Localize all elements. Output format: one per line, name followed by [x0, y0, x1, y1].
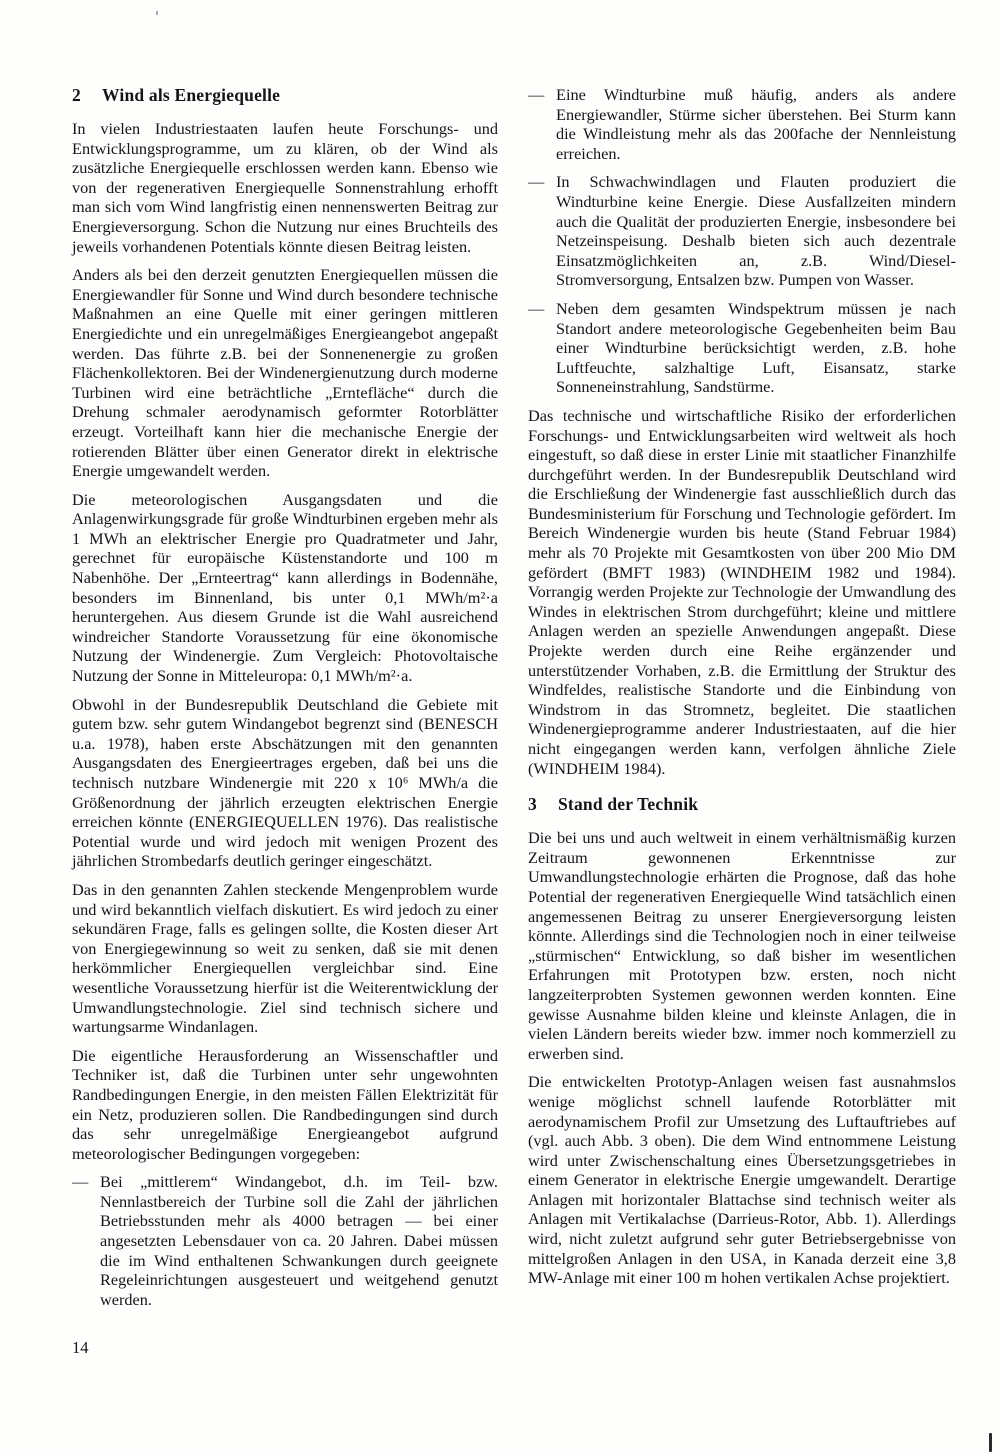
paragraph: Obwohl in der Bundesrepublik Deutschland die Gebiete mit gutem bzw. sehr gutem Windangebot begrenzt sind (BENESCH u.a. 1978), haben erste Abschätzungen mit den genannten Ausgangsdaten des Energieertrages ergeben, daß bei uns die technisch nutzbare Windenergie mit 220 x 10⁶ MWh/a die Größenordnung der jährlich erzeugten elektrischen Energie erreichen könnte (ENERGIEQUELLEN 1976). Das realistische Potential wurde und wird jedoch mit wenigen Prozent des jährlichen Strombedarfs deutlich geringer eingeschätzt. [72, 694, 498, 871]
scan-artifact-speck [156, 11, 158, 15]
dash-marker: — [528, 298, 545, 318]
scan-artifact-mark [989, 1433, 992, 1452]
list-item-text: In Schwachwindlagen und Flauten produziert die Windturbine keine Energie. Diese Ausfallzeiten mindern auch die Qualität der produzierten Energie, insbesondere bei Netzeinspeisung. Deshalb bieten sich auch dezentrale Einsatzmöglichkeiten an, z.B. Wind/Diesel-Stromversorgung, Entsalzen bzw. Pumpen von Wasser. [556, 172, 956, 290]
section-title: Wind als Energiequelle [102, 85, 281, 105]
section-heading-stand-der-technik [528, 794, 956, 815]
dash-marker: — [528, 172, 545, 192]
section-heading-wind-als-energiequelle [72, 85, 498, 106]
paragraph: Anders als bei den derzeit genutzten Energiequellen müssen die Energiewandler für Sonne und Wind durch besondere technische Maßnahmen an eine Quelle mit einer geringen mittleren Energiedichte und ein unregelmäßiges Energieangebot angepaßt werden. Das führte z.B. bei der Sonnenenergie zu großen Flächenkollektoren. Bei der Windenergienutzung durch moderne Turbinen wird eine beträchtliche „Erntefläche“ durch die Drehung schmaler aerodynamisch geformter Rotorblätter erzeugt. Vorteilhaft kann hier die mechanische Energie der rotierenden Blätter über einen Generator direkt in elektrische Energie umgewandelt werden. [72, 265, 498, 481]
right-column [528, 85, 956, 1297]
list-item [528, 299, 956, 397]
dash-marker: — [528, 85, 545, 104]
list-item-text: Eine Windturbine muß häufig, anders als andere Energiewandler, Stürme sicher überstehen. Bei Sturm kann die Windleistung mehr als das 200fache der Nennleistung erreichen. [556, 85, 956, 163]
paragraph: Die bei uns und auch weltweit in einem verhältnismäßig kurzen Zeitraum gewonnenen Erkenntnisse zur Umwandlungstechnologie erhärten die Prognose, daß das hohe Potential der regenerativen Energiequelle Wind tatsächlich einen angemessenen Beitrag zu unserer Energieversorgung leisten könnte. Allerdings sind die Technologien noch in einer teilweise „stürmischen“ Entwicklung, so daß bisher im wesentlichen Erfahrungen mit Prototypen bzw. ersten, noch nicht langzeiterprobten Systemen gewonnen werden konnten. Eine gewisse Ausnahme bilden kleine und kleinste Anlagen, die in vielen Ländern bereits wieder bzw. immer noch kommerziell zu erwerben sind. [528, 828, 956, 1063]
left-column [72, 85, 498, 1318]
paragraph: Das in den genannten Zahlen steckende Mengenproblem wurde und wird bekanntlich vielfach diskutiert. Es wird jedoch zu einer sekundären Frage, falls es gelingen sollte, die Kosten dieser Art von Energiegewinnung so weit zu senken, daß sie mit denen herkömmlicher Energiequellen vergleichbar sind. Eine wesentliche Voraussetzung hierfür ist die Weiterentwicklung der Umwandlungstechnologie. Ziel sind technisch sichere und wartungsarme Windanlagen. [72, 879, 498, 1037]
paragraph: In vielen Industriestaaten laufen heute Forschungs- und Entwicklungsprogramme, um zu klären, ob der Wind als zusätzliche Energiequelle erschlossen werden kann. Ebenso wie von der regenerativen Energiequelle Sonnenstrahlung erhofft man sich vom Wind langfristig einen nennenswerten Beitrag zur Energieversorgung. Schon die Nutzung nur eines Bruchteils des jeweils vorhandenen Potentials könnte diesen Beitrag leisten. [72, 119, 498, 256]
paragraph: Die eigentliche Herausforderung an Wissenschaftler und Techniker ist, daß die Turbinen unter sehr ungewohnten Randbedingungen Energie, in den meisten Fällen Elektrizität für ein Netz, produzieren sollen. Die Randbedingungen sind durch das sehr unregelmäßige Energieangebot aufgrund meteorologischer Bedingungen vorgegeben: [72, 1045, 498, 1163]
section-title: Stand der Technik [558, 794, 699, 815]
list-item [528, 85, 956, 163]
page-number: 14 [72, 1338, 89, 1357]
dash-marker: — [72, 1172, 89, 1192]
list-item [72, 1172, 498, 1309]
paragraph: Das technische und wirtschaftliche Risiko der erforderlichen Forschungs- und Entwicklungsarbeiten wird weltweit als hoch eingestuft, so daß diese in erster Linie mit staatlicher Finanzhilfe durchgeführt werden. In der Bundesrepublik Deutschland wird die Erschließung der Windenergie fast ausschließlich durch das Bundesministerium für Forschung und Technologie gefördert. Im Bereich Windenergie wurden bis heute (Stand Februar 1984) mehr als 70 Projekte mit Gesamtkosten von über 200 Mio DM gefördert (BMFT 1983) (WINDHEIM 1982 und 1984). Vorrangig werden Projekte zur Technologie der Umwandlung des Windes in elektrischen Strom durchgeführt; kleine und mittlere Anlagen werden an spezielle Anwendungen angepaßt. Diese Projekte werden durch eine Reihe ergänzender und unterstützender Vorhaben, z.B. die Ermittlung der Struktur des Windfeldes, realistische Standorte und die Einbindung von Windstrom in das Stromnetz, begleitet. Die staatlichen Windenergieprogramme anderer Industriestaaten, auf die hier nicht eingegangen werden kann, verfolgen ähnliche Ziele (WINDHEIM 1984). [528, 405, 956, 778]
section-number: 3 [528, 794, 537, 815]
list-item [528, 172, 956, 290]
paragraph: Die meteorologischen Ausgangsdaten und die Anlagenwirkungsgrade für große Windturbinen ergeben mehr als 1 MWh an elektrischer Energie pro Quadratmeter und Jahr, gerechnet für europäische Küstenstandorte und 100 m Nabenhöhe. Der „Ernteertrag“ kann allerdings in Bodennähe, besonders im Binnenland, bis unter 0,1 MWh/m²·a heruntergehen. Aus diesem Grunde ist die Wahl ausreichend windreicher Standorte Voraussetzung für eine ökonomische Nutzung der Windenergie. Zum Vergleich: Photovoltaische Nutzung der Sonne in Mitteleuropa: 0,1 MWh/m²·a. [72, 489, 498, 686]
list-item-text: Bei „mittlerem“ Windangebot, d.h. im Teil- bzw. Nennlastbereich der Turbine soll die Zahl der jährlichen Betriebsstunden mehr als 4000 betragen — bei einer angesetzten Lebensdauer von ca. 20 Jahren. Dabei müssen die im Wind enthaltenen Schwankungen durch geeignete Regeleinrichtungen ausgesteuert und weitgehend genutzt werden. [100, 1172, 498, 1309]
paragraph: Die entwickelten Prototyp-Anlagen weisen fast ausnahmslos wenige möglichst schnell laufende Rotorblätter mit aerodynamischem Profil zur Umsetzung des Luftauftriebes auf (vgl. auch Abb. 3 oben). Die dem Wind entnommene Leistung wird unter Zwischenschaltung eines Übersetzungsgetriebes in einem Generator in elektrische Energie umgewandelt. Derartige Anlagen mit horizontaler Blattachse sind technisch weiter als Anlagen mit Vertikalachse (Darrieus-Rotor, Abb. 1). Allerdings wird, nicht zuletzt aufgrund sehr guter Betriebsergebnisse von mittelgroßen Anlagen in den USA, in Kanada derzeit eine 3,8 MW-Anlage mit einer 100 m hohen vertikalen Achse projektiert. [528, 1072, 956, 1288]
section-number: 2 [72, 85, 81, 105]
list-item-text: Neben dem gesamten Windspektrum müssen je nach Standort andere meteorologische Gegebenheiten beim Bau einer Windturbine berücksichtigt werden, z.B. hohe Luftfeuchte, salzhaltige Luft, Eisansatz, starke Sonneneinstrahlung, Sandstürme. [556, 298, 956, 397]
